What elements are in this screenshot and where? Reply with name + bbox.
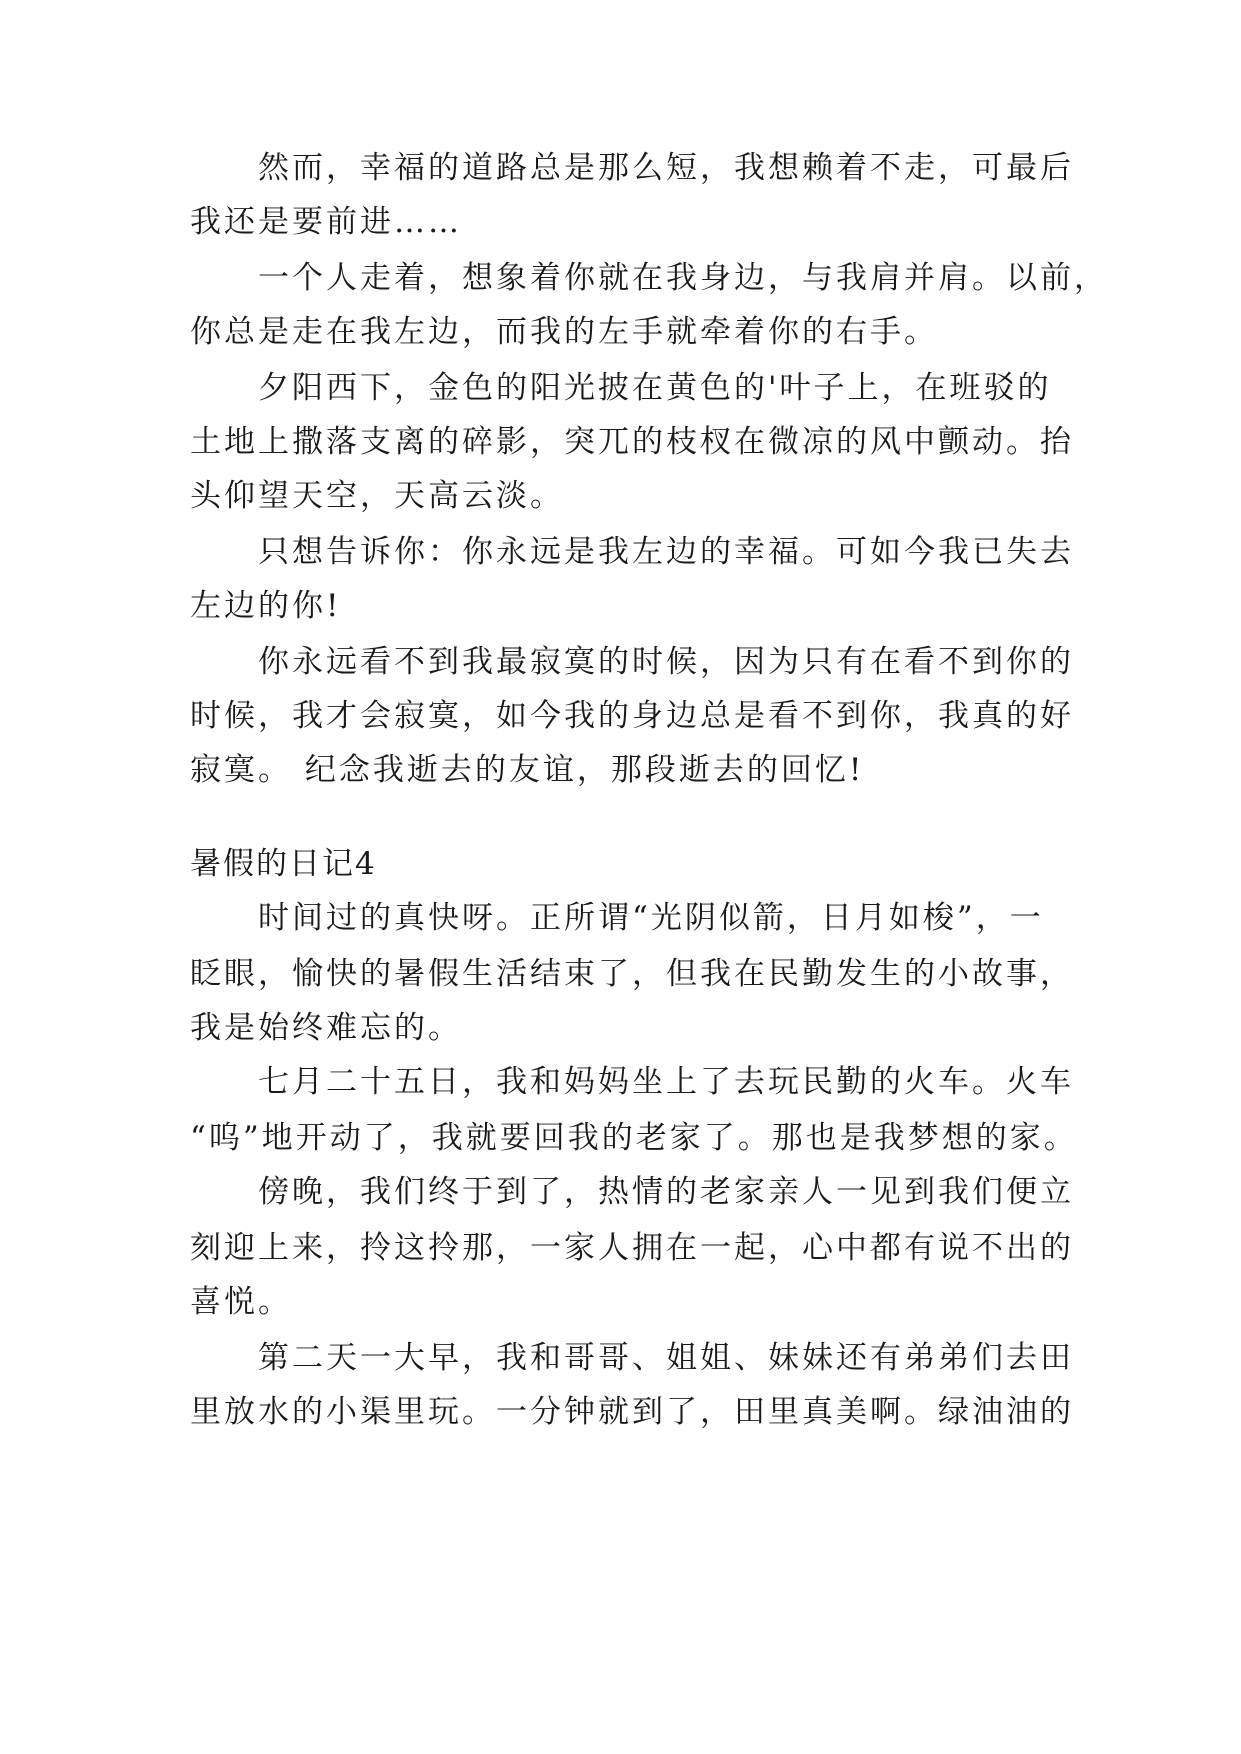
paragraph-line: “呜”地开动了，我就要回我的老家了。那也是我梦想的家。 <box>190 1120 1078 1156</box>
paragraph-line: 眨眼，愉快的暑假生活结束了，但我在民勤发生的小故事， <box>190 956 1074 992</box>
paragraph-line: 时候，我才会寂寞，如今我的身边总是看不到你，我真的好 <box>190 698 1074 734</box>
paragraph-line: 傍晚，我们终于到了，热情的老家亲人一见到我们便立 <box>258 1174 1074 1210</box>
paragraph-line: 你总是走在我左边，而我的左手就牵着你的右手。 <box>190 314 938 350</box>
paragraph-line: 七月二十五日，我和妈妈坐上了去玩民勤的火车。火车 <box>258 1064 1074 1100</box>
paragraph-line: 时间过的真快呀。正所谓“光阴似箭，日月如梭”，一 <box>258 900 1044 936</box>
paragraph-line: 只想告诉你：你永远是我左边的幸福。可如今我已失去 <box>258 534 1074 570</box>
paragraph-line: 土地上撒落支离的碎影，突兀的枝杈在微凉的风中颤动。抬 <box>190 424 1074 460</box>
paragraph-line: 然而，幸福的道路总是那么短，我想赖着不走，可最后 <box>258 150 1074 186</box>
paragraph-line: 里放水的小渠里玩。一分钟就到了，田里真美啊。绿油油的 <box>190 1394 1074 1430</box>
paragraph-line: 夕阳西下，金色的阳光披在黄色的'叶子上，在班驳的 <box>258 370 1052 406</box>
paragraph-line: 我还是要前进…… <box>190 204 462 240</box>
paragraph-line: 一个人走着，想象着你就在我身边，与我肩并肩。以前， <box>258 260 1108 296</box>
paragraph-line: 我是始终难忘的。 <box>190 1010 462 1046</box>
section-heading: 暑假的日记4 <box>190 846 377 882</box>
paragraph-line: 你永远看不到我最寂寞的时候，因为只有在看不到你的 <box>258 644 1074 680</box>
paragraph-line: 第二天一大早，我和哥哥、姐姐、妹妹还有弟弟们去田 <box>258 1340 1074 1376</box>
paragraph-line: 左边的你! <box>190 588 342 624</box>
paragraph-line: 寂寞。 纪念我逝去的友谊，那段逝去的回忆! <box>190 752 865 788</box>
paragraph-line: 喜悦。 <box>190 1284 292 1320</box>
paragraph-line: 刻迎上来，拎这拎那，一家人拥在一起，心中都有说不出的 <box>190 1230 1074 1266</box>
paragraph-line: 头仰望天空，天高云淡。 <box>190 478 564 514</box>
